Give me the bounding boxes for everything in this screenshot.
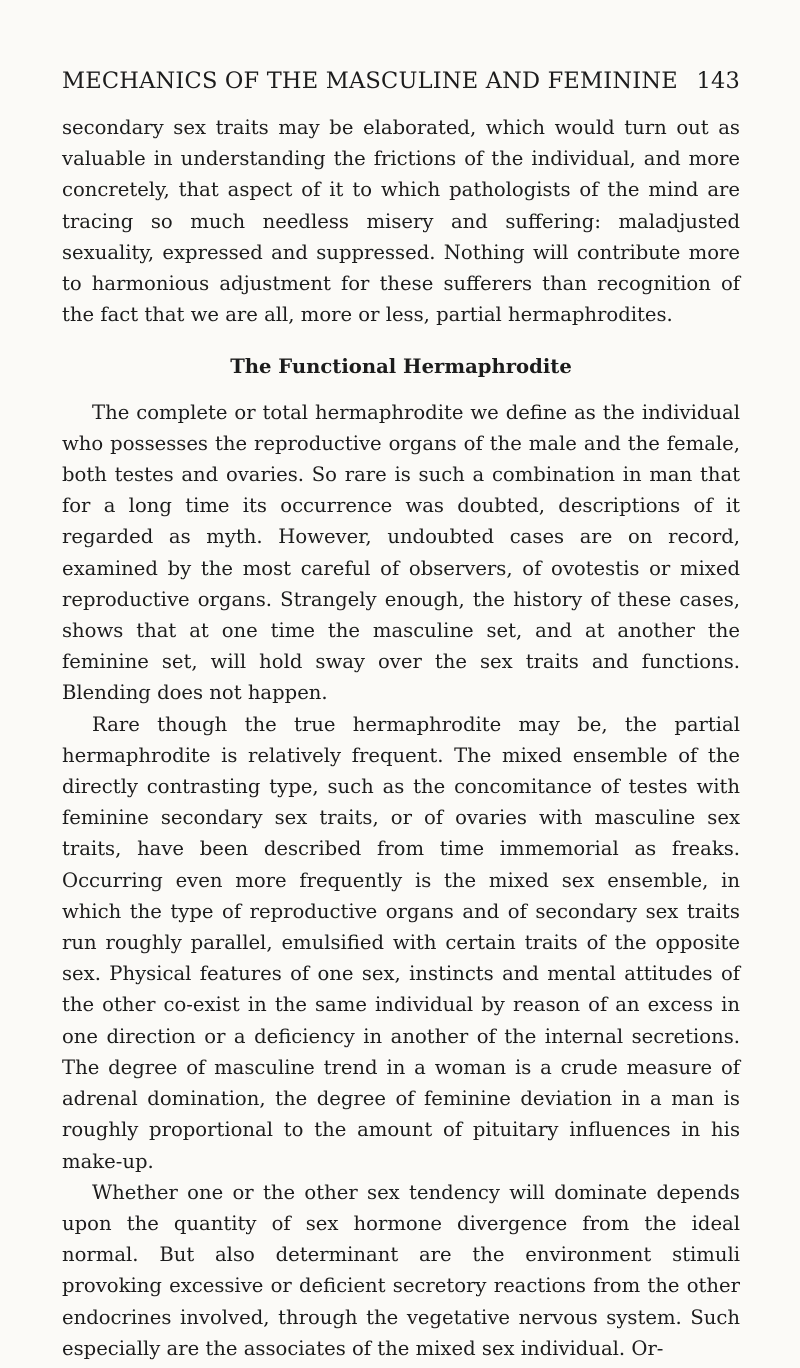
running-head-title: MECHANICS OF THE MASCULINE AND FEMININE [62, 68, 678, 94]
page-number: 143 [696, 68, 740, 94]
paragraph-continued: secondary sex traits may be elaborated, which would turn out as valuable in understanding the frictions of the individual, and more concretely, that aspect of it to which pathologists of the mind are tracing so much needless misery and suffering: maladjusted sexuality, expressed and suppressed. Nothing will contribute more to harmonious adjustment for these sufferers than recognition of the fact that we are all, more or less, partial hermaphrodites. [62, 116, 740, 327]
paragraph: Rare though the true hermaphrodite may be, the partial hermaphrodite is relatively frequent. The mixed ensemble of the directly contrasting type, such as the concomitance of testes with feminine secondary sex traits, or of ovaries with masculine sex traits, have been described from time immemorial as freaks. Occurring even more frequently is the mixed sex ensemble, in which the type of reproductive organs and of secondary sex traits run roughly parallel, emulsified with certain traits of the opposite sex. Physical features of one sex, instincts and mental attitudes of the other co-exist in the same individual by reason of an excess in one direction or a deficiency in another of the internal secretions. The degree of masculine trend in a woman is a crude measure of adrenal domination, the degree of feminine deviation in a man is roughly proportional to the amount of pituitary influences in his make-up. [62, 712, 740, 1173]
paragraph: Whether one or the other sex tendency will dominate depends upon the quantity of sex hormone divergence from the ideal normal. But also determinant are the environment stimuli provoking excessive or deficient secretory reactions from the other endocrines involved, through the vegetative nervous system. Such especially are the associates of the mixed sex individual. Or- [62, 1180, 740, 1360]
section-heading: The Functional Hermaphrodite [230, 355, 572, 379]
book-page [62, 66, 740, 1364]
paragraph: The complete or total hermaphrodite we define as the individual who possesses the reproductive organs of the male and the female, both testes and ovaries. So rare is such a combination in man that for a long time its occurrence was doubted, descriptions of it regarded as myth. However, undoubted cases are on record, examined by the most careful of observers, of ovotestis or mixed reproductive organs. Strangely enough, the history of these cases, shows that at one time the masculine set, and at another the feminine set, will hold sway over the sex traits and functions. Blending does not happen. [62, 400, 740, 705]
running-head [62, 66, 740, 96]
